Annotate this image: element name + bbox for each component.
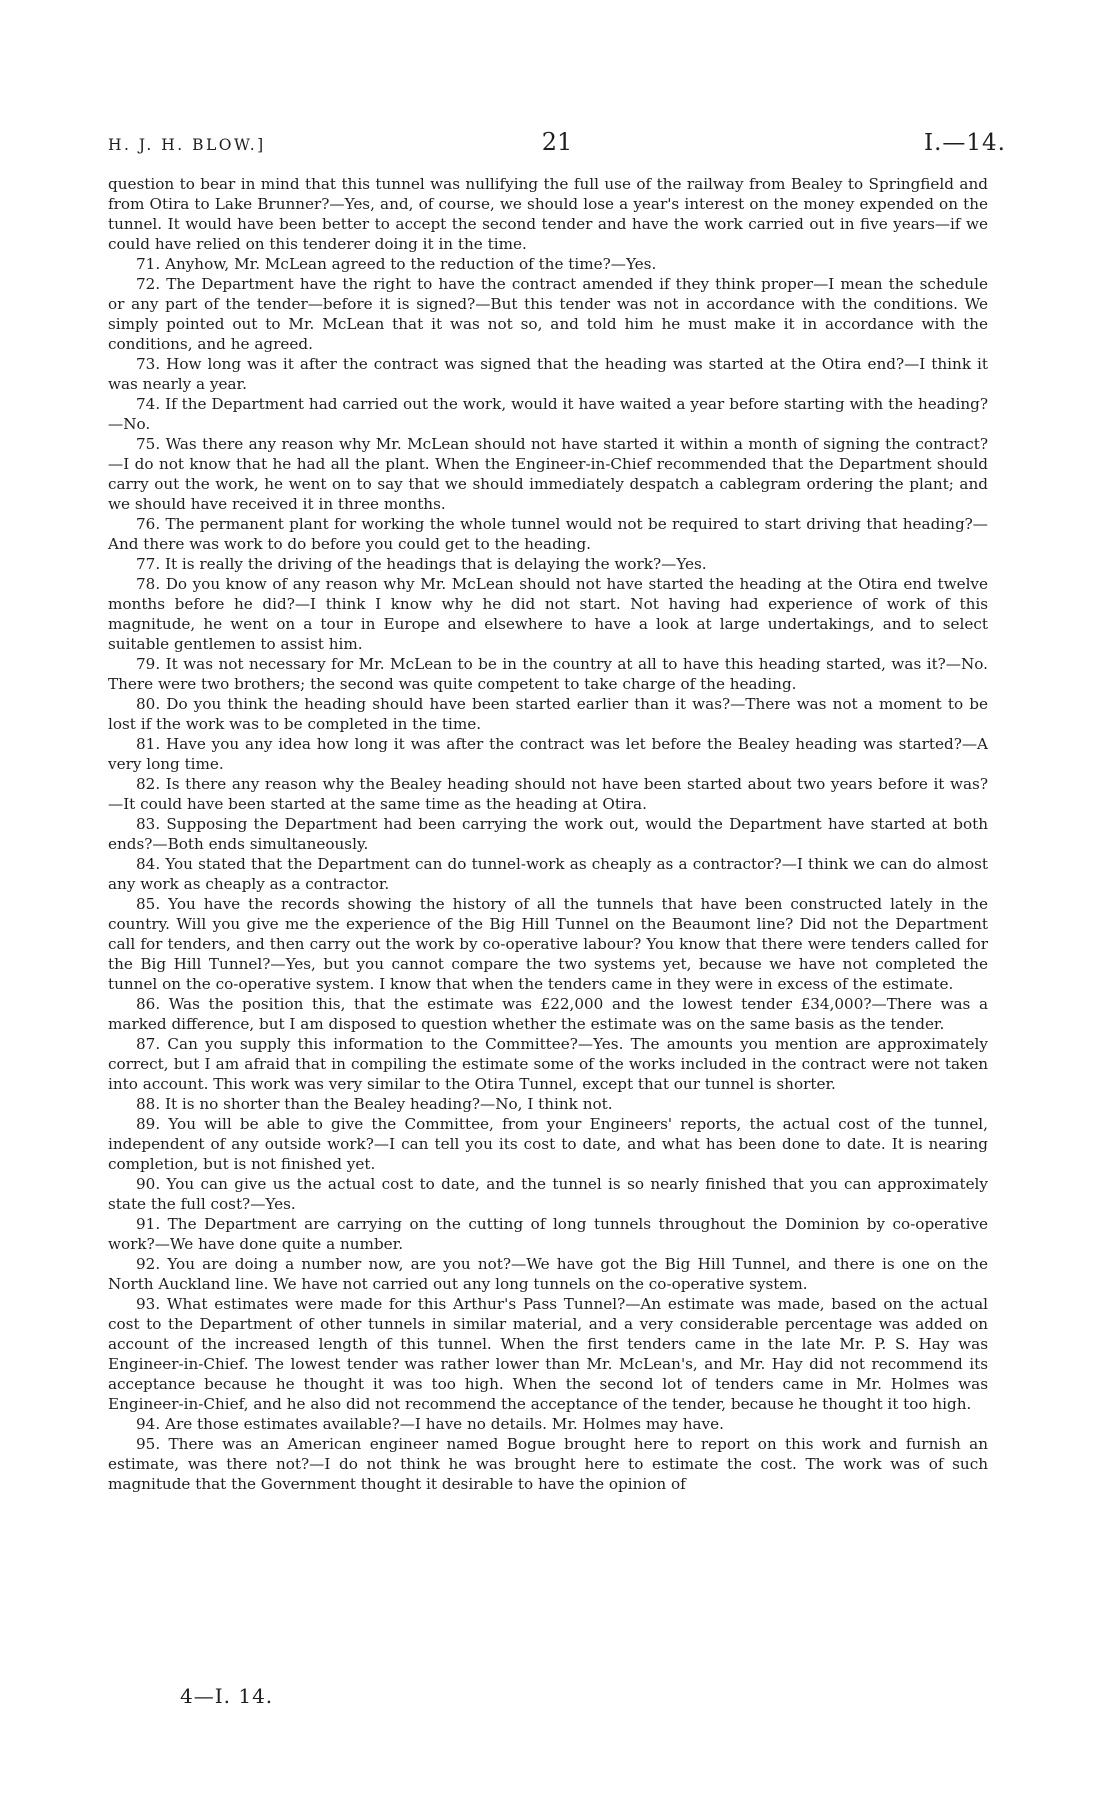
question-80: 80. Do you think the heading should have been started earlier than it was?—There was not a moment to be lost if the work was to be completed in the time. — [108, 695, 988, 733]
question-86: 86. Was the position this, that the estimate was £22,000 and the lowest tender £34,000?—There was a marked difference, but I am disposed to question whether the estimate was on the same basis as the tender. — [108, 995, 988, 1033]
question-73: 73. How long was it after the contract was signed that the heading was started at the Otira end?—I think it was nearly a year. — [108, 355, 988, 393]
question-82: 82. Is there any reason why the Bealey heading should not have been started about two years before it was?—It could have been started at the same time as the heading at Otira. — [108, 775, 988, 813]
question-88: 88. It is no shorter than the Bealey heading?—No, I think not. — [136, 1095, 613, 1113]
question-87: 87. Can you supply this information to the Committee?—Yes. The amounts you mention are approximately correct, but I am afraid that in compiling the estimate some of the works included in the contract were not taken into account. This work was very similar to the Otira Tunnel, except that our tunnel is shorter. — [108, 1035, 988, 1093]
question-93: 93. What estimates were made for this Arthur's Pass Tunnel?—An estimate was made, based on the actual cost to the Department of other tunnels in similar material, and a very considerable percentage was added on account of the increased length of this tunnel. When the first tenders came in the late Mr. P. S. Hay was Engineer-in-Chief. The lowest tender was rather lower than Mr. McLean's, and Mr. Hay did not recommend its acceptance because he thought it was too high. When the second lot of tenders came in Mr. Holmes was Engineer-in-Chief, and he also did not recommend the acceptance of the tender, because he thought it too high. — [108, 1295, 988, 1413]
question-77: 77. It is really the driving of the headings that is delaying the work?—Yes. — [136, 555, 707, 573]
question-92: 92. You are doing a number now, are you not?—We have got the Big Hill Tunnel, and there is one on the North Auckland line. We have not carried out any long tunnels on the co-operative system. — [108, 1255, 988, 1293]
question-83: 83. Supposing the Department had been carrying the work out, would the Department have started at both ends?—Both ends simultaneously. — [108, 815, 988, 853]
question-81: 81. Have you any idea how long it was after the contract was let before the Bealey heading was started?—A very long time. — [108, 735, 988, 773]
page-body — [108, 174, 988, 1494]
question-71: 71. Anyhow, Mr. McLean agreed to the reduction of the time?—Yes. — [136, 255, 657, 273]
question-78: 78. Do you know of any reason why Mr. McLean should not have started the heading at the Otira end twelve months before he did?—I think I know why he did not start. Not having had experience of work of this magnitude, he went on a tour in Europe and elsewhere to have a look at large undertakings, and to select suitable gentlemen to assist him. — [108, 575, 988, 653]
witness-name: H. J. H. BLOW.] — [108, 136, 266, 154]
question-84: 84. You stated that the Department can do tunnel-work as cheaply as a contractor?—I think we can do almost any work as cheaply as a contractor. — [108, 855, 988, 893]
continued-paragraph: question to bear in mind that this tunnel was nullifying the full use of the railway from Bealey to Springfield and from Otira to Lake Brunner?—Yes, and, of course, we should lose a year's interest on the money expended on the tunnel. It would have been better to accept the second tender and have the work carried out in five years—if we could have relied on this tenderer doing it in the time. — [108, 175, 988, 253]
question-79: 79. It was not necessary for Mr. McLean to be in the country at all to have this heading started, was it?—No. There were two brothers; the second was quite competent to take charge of the heading. — [108, 655, 988, 693]
page-number: 21 — [541, 128, 573, 156]
question-76: 76. The permanent plant for working the whole tunnel would not be required to start driving that heading?—And there was work to do before you could get to the heading. — [108, 515, 988, 553]
question-90: 90. You can give us the actual cost to date, and the tunnel is so nearly finished that you can approximately state the full cost?—Yes. — [108, 1175, 988, 1213]
signature-mark: 4—I. 14. — [180, 1684, 274, 1708]
page-header — [108, 128, 1006, 158]
question-91: 91. The Department are carrying on the cutting of long tunnels throughout the Dominion by co-operative work?—We have done quite a number. — [108, 1215, 988, 1253]
question-95: 95. There was an American engineer named Bogue brought here to report on this work and furnish an estimate, was there not?—I do not think he was brought here to estimate the cost. The work was of such magnitude that the Government thought it desirable to have the opinion of — [108, 1435, 988, 1493]
document-code: I.—14. — [924, 130, 1006, 156]
question-89: 89. You will be able to give the Committee, from your Engineers' reports, the actual cost of the tunnel, independent of any outside work?—I can tell you its cost to date, and what has been done to date. It is nearing completion, but is not finished yet. — [108, 1115, 988, 1173]
question-74: 74. If the Department had carried out the work, would it have waited a year before starting with the heading?—No. — [108, 395, 988, 433]
question-85: 85. You have the records showing the history of all the tunnels that have been constructed lately in the country. Will you give me the experience of the Big Hill Tunnel on the Beaumont line? Did not the Department call for tenders, and then carry out the work by co-operative labour? You know that there were tenders called for the Big Hill Tunnel?—Yes, but you cannot compare the two systems yet, because we have not completed the tunnel on the co-operative system. I know that when the tenders came in they were in excess of the estimate. — [108, 895, 988, 993]
question-94: 94. Are those estimates available?—I have no details. Mr. Holmes may have. — [136, 1415, 724, 1433]
question-75: 75. Was there any reason why Mr. McLean should not have started it within a month of signing the contract?—I do not know that he had all the plant. When the Engineer-in-Chief recommended that the Department should carry out the work, he went on to say that we should immediately despatch a cablegram ordering the plant; and we should have received it in three months. — [108, 435, 988, 513]
question-72: 72. The Department have the right to have the contract amended if they think proper—I mean the schedule or any part of the tender—before it is signed?—But this tender was not in accordance with the conditions. We simply pointed out to Mr. McLean that it was not so, and told him he must make it in accordance with the conditions, and he agreed. — [108, 275, 988, 353]
